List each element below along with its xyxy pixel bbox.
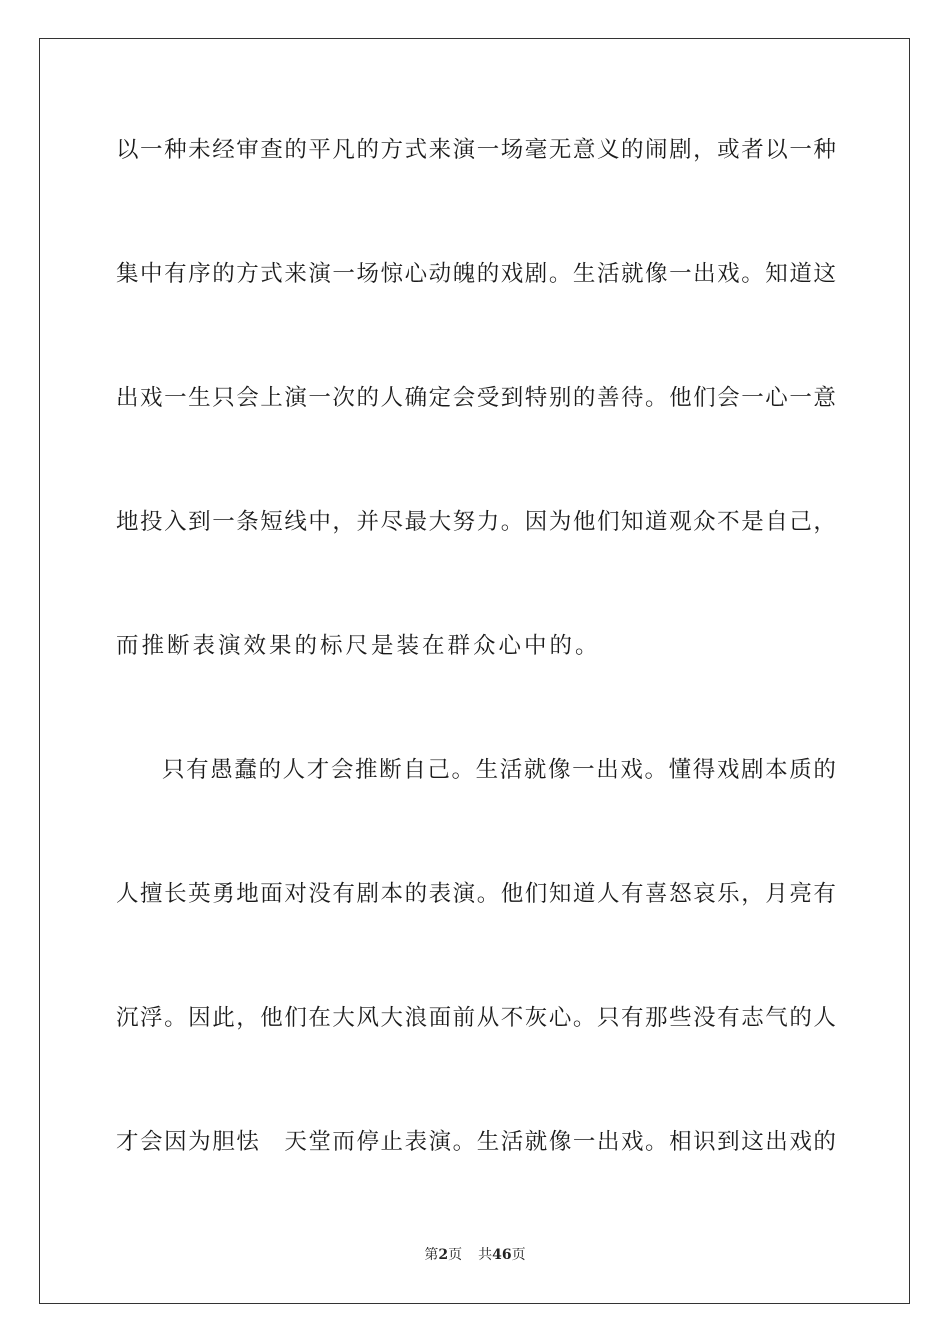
- text-line-1: 以 一 种 未 经 审 查 的 平 凡 的 方 式 来 演 一 场 毫 无 意 义 的 闹 剧 ， 或 者 以 一 种: [116, 137, 836, 163]
- page-suffix: 页: [448, 1247, 463, 1263]
- page-footer: [0, 1245, 950, 1265]
- text-line-7: 人 擅 长 英 勇 地 面 对 没 有 剧 本 的 表 演 。 他 们 知 道 人 有 喜 怒 哀 乐 ， 月 亮 有: [116, 881, 836, 907]
- page-frame: [39, 38, 910, 1304]
- total-prefix: 共: [478, 1247, 493, 1263]
- text-line-4: 地 投 入 到 一 条 短 线 中 ， 并 尽 最 大 努 力 。 因 为 他 们 知 道 观 众 不 是 自 己 ，: [116, 509, 836, 535]
- total-pages: 46: [492, 1247, 512, 1263]
- text-line-5: 而推断表演效果的标尺是装在群众心中的。: [116, 633, 601, 659]
- page-number: 2: [438, 1247, 449, 1263]
- total-suffix: 页: [511, 1247, 526, 1263]
- text-line-2: 集 中 有 序 的 方 式 来 演 一 场 惊 心 动 魄 的 戏 剧 。 生 活 就 像 一 出 戏 。 知 道 这: [116, 261, 836, 287]
- text-line-3: 出 戏 一 生 只 会 上 演 一 次 的 人 确 定 会 受 到 特 别 的 善 待 。 他 们 会 一 心 一 意: [116, 385, 836, 411]
- text-line-8: 沉 浮 。 因 此 ， 他 们 在 大 风 大 浪 面 前 从 不 灰 心 。 只 有 那 些 没 有 志 气 的 人: [116, 1005, 836, 1031]
- text-line-9: 才 会 因 为 胆 怯 天 堂 而 停 止 表 演 。 生 活 就 像 一 出 戏 。 相 识 到 这 出 戏 的: [116, 1129, 836, 1155]
- page-prefix: 第: [424, 1247, 439, 1263]
- text-line-6: 只 有 愚 蠢 的 人 才 会 推 断 自 己 。 生 活 就 像 一 出 戏 。 懂 得 戏 剧 本 质 的: [162, 757, 836, 783]
